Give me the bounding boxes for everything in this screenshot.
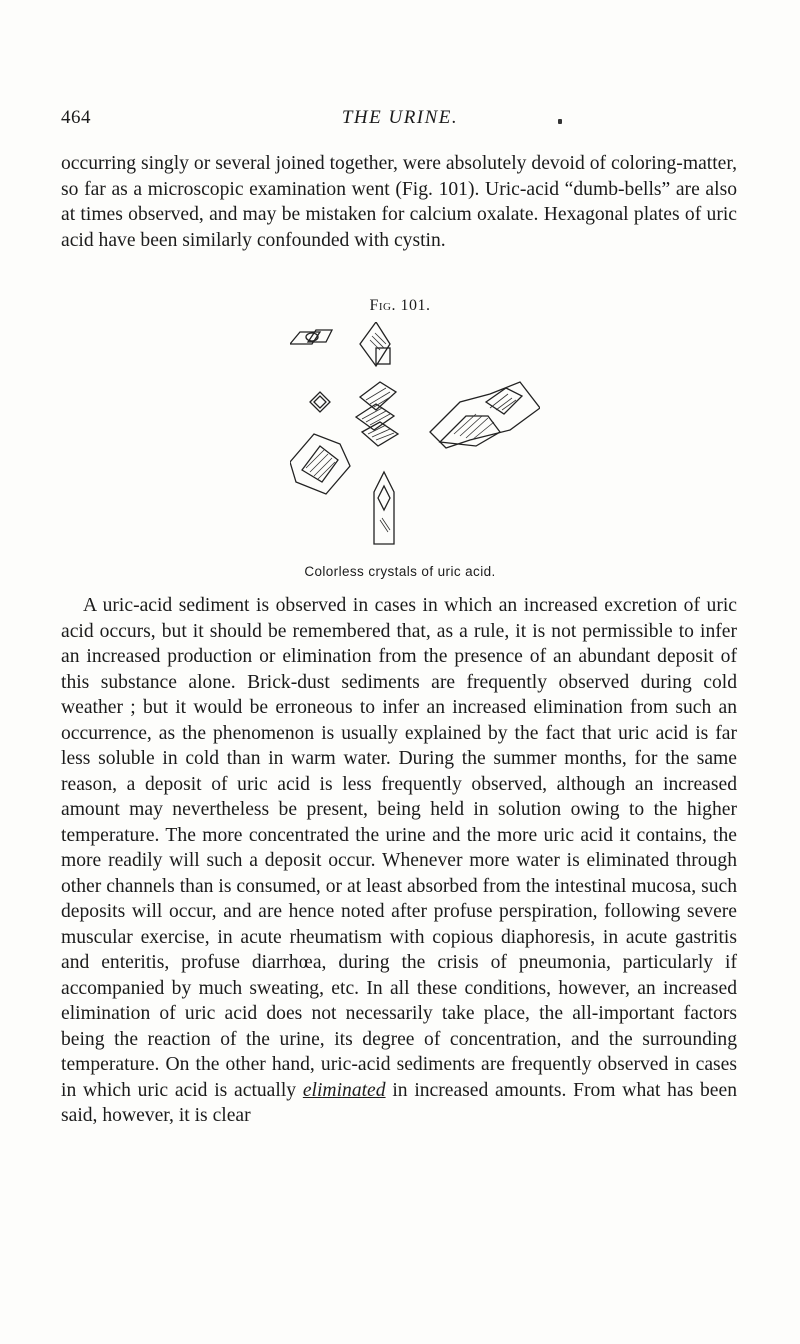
crystal-bottom-center <box>374 472 394 544</box>
text-block-bottom <box>61 593 737 1129</box>
uric-acid-crystals-figure <box>290 322 540 552</box>
page-number: 464 <box>61 107 91 128</box>
paragraph-1: occurring singly or several joined together, were absolutely devoid of coloring-matter, so far as a microscopic examination went (Fig. 101). Uric-acid “dumb-bells” are also at times observed, and may be mistaken for calcium oxalate. Hexagonal plates of uric acid have been similarly confounded with cystin. <box>61 153 737 251</box>
crystal-top-right <box>360 322 390 366</box>
figure-label-text: Fig. 101. <box>369 297 431 314</box>
paragraph-2-body: A uric-acid sediment is observed in cases in which an increased excretion of uric acid occurs, but it should be remembered that, as a rule, it is not permissible to infer an increased production or elimination from the presence of an abundant deposit of this substance alone. Brick-dust sediments are frequently observed during cold weather ; but it would be erroneous to infer an increased elimination from such an occurrence, as the phenomenon is usually explained by the fact that uric acid is far less soluble in cold than in warm water. During the summer months, for the same reason, a deposit of uric acid is less frequently observed, although an increased amount may nevertheless be present, being held in solution owing to the higher temperature. The more concentrated the urine and the more uric acid it contains, the more readily will such a deposit occur. Whenever more water is eliminated through other channels than is consumed, or at least absorbed from the intestinal mucosa, such deposits will occur, and are hence noted after profuse perspiration, following severe muscular exercise, in acute rheumatism with copious diaphoresis, in acute gastritis and enteritis, profuse diarrhœa, during the crisis of pneumonia, particularly if accompanied by much sweating, etc. In all these conditions, however, an increased elimination of uric acid does not necessarily take place, the all-important factors being the reaction of the urine, its degree of concentration, and the surrounding temperature. On the other hand, uric-acid sediments are frequently observed in cases in which uric acid is actually <box>61 595 737 1101</box>
crystal-center-cluster <box>356 382 398 446</box>
crystal-left-cluster <box>290 434 350 494</box>
crystal-small-lozenge <box>310 392 330 412</box>
text-block-top <box>61 151 737 253</box>
emphasis-eliminated: eliminated <box>302 1079 386 1101</box>
paragraph-2-end: in increased amounts. From what has been said, however, it is clear <box>61 1079 738 1126</box>
printer-mark <box>558 119 562 124</box>
figure-label <box>0 297 800 315</box>
running-title: THE URINE. <box>341 107 459 128</box>
paragraph-2 <box>61 593 737 1129</box>
figure-caption: Colorless crystals of uric acid. <box>304 564 496 579</box>
crystal-right-cluster <box>430 382 540 448</box>
crystal-pair-top-left <box>290 330 332 344</box>
